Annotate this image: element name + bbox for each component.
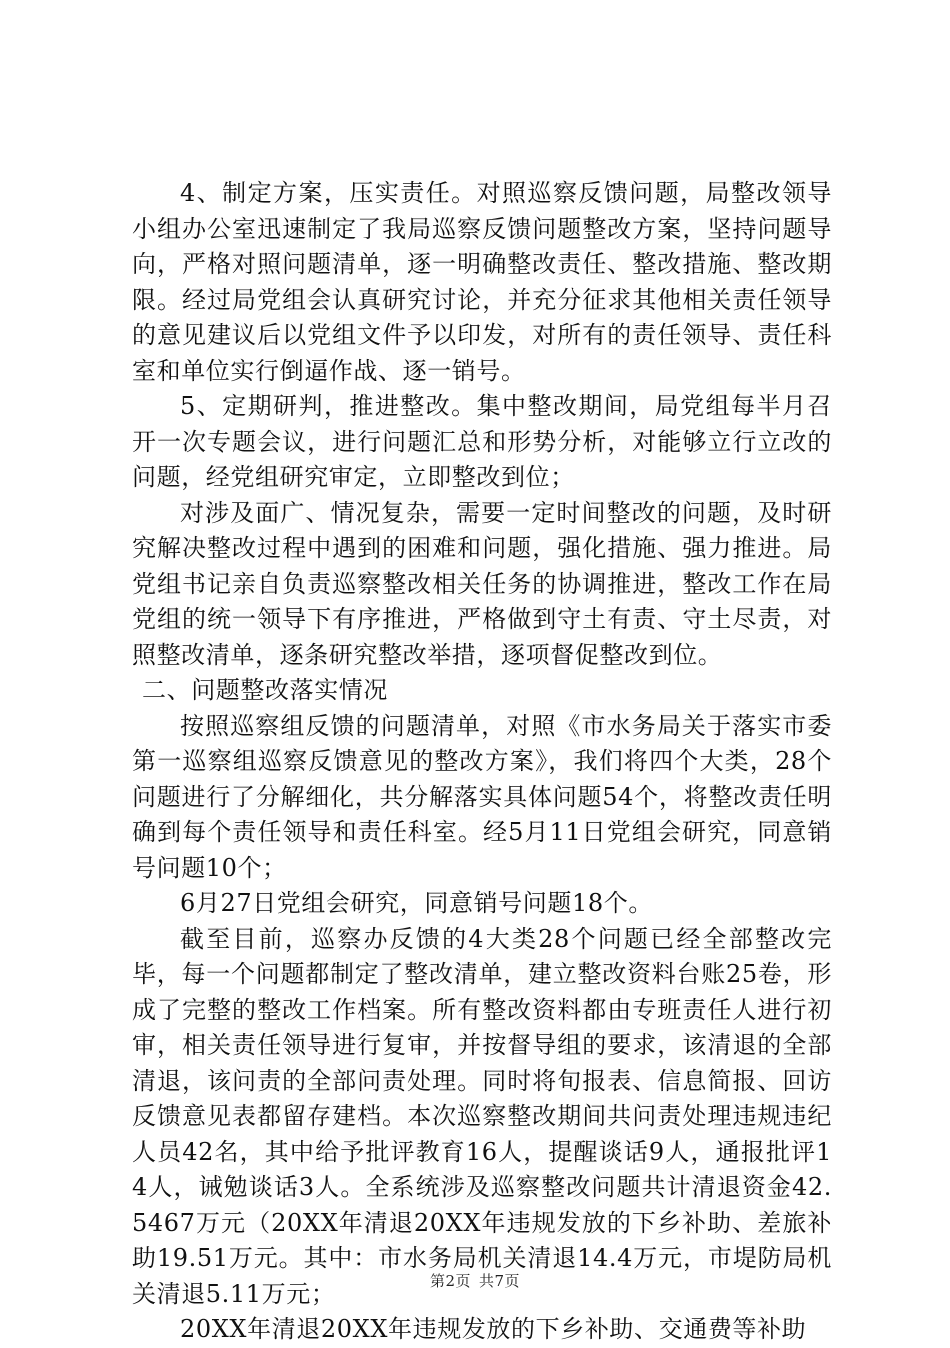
paragraph-regular-review: 5、定期研判，推进整改。集中整改期间，局党组每半月召开一次专题会议，进行问题汇总和形势分析，对能够立行立改的问题，经党组研究审定，立即整改到位； — [132, 392, 832, 491]
paragraph-refund: 20XX年清退20XX年违规发放的下乡补助、交通费等补助 — [180, 1315, 807, 1343]
paragraph-complex-issues: 对涉及面广、情况复杂，需要一定时间整改的问题，及时研究解决整改过程中遇到的困难和问题，强化措施、强力推进。局党组书记亲自负责巡察整改相关任务的协调推进，整改工作在局党组的统一领导下有序推进，严格做到守土有责、守土尽责，对照整改清单，逐条研究整改举措，逐项督促整改到位。 — [132, 498, 832, 669]
paragraph-june-meeting: 6月27日党组会研究，同意销号问题18个。 — [180, 889, 653, 917]
paragraph-problem-list: 按照巡察组反馈的问题清单，对照《市水务局关于落实市委第一巡察组巡察反馈意见的整改方案》，我们将四个大类，28个问题进行了分解细化，共分解落实具体问题54个，将整改责任明确到每个责任领导和责任科室。经5月11日党组会研究，同意销号问题10个； — [132, 711, 832, 882]
document-body — [132, 176, 832, 1348]
page-footer — [0, 1270, 950, 1291]
section-heading: 二、问题整改落实情况 — [142, 676, 388, 704]
page-number-total: 共7页 — [479, 1272, 521, 1290]
paragraph-formulate-plan: 4、制定方案，压实责任。对照巡察反馈问题，局整改领导小组办公室迅速制定了我局巡察反馈问题整改方案，坚持问题导向，严格对照问题清单，逐一明确整改责任、整改措施、整改期限。经过局党组会认真研究讨论，并充分征求其他相关责任领导的意见建议后以党组文件予以印发，对所有的责任领导、责任科室和单位实行倒逼作战、逐一销号。 — [132, 179, 832, 385]
page-number-current: 第2页 — [429, 1272, 471, 1290]
paragraph-current-status: 截至目前，巡察办反馈的4大类28个问题已经全部整改完毕，每一个问题都制定了整改清单，建立整改资料台账25卷，形成了完整的整改工作档案。所有整改资料都由专班责任人进行初审，相关责任领导进行复审，并按督导组的要求，该清退的全部清退，该问责的全部问责处理。同时将旬报表、信息简报、回访反馈意见表都留存建档。本次巡察整改期间共问责处理违规违纪人员42名，其中给予批评教育16人，提醒谈话9人，通报批评14人，诫勉谈话3人。全系统涉及巡察整改问题共计清退资金42.5467万元（20XX年清退20XX年违规发放的下乡补助、差旅补助19.51万元。其中：市水务局机关清退14.4万元，市堤防局机关清退5.11万元； — [132, 924, 832, 1308]
